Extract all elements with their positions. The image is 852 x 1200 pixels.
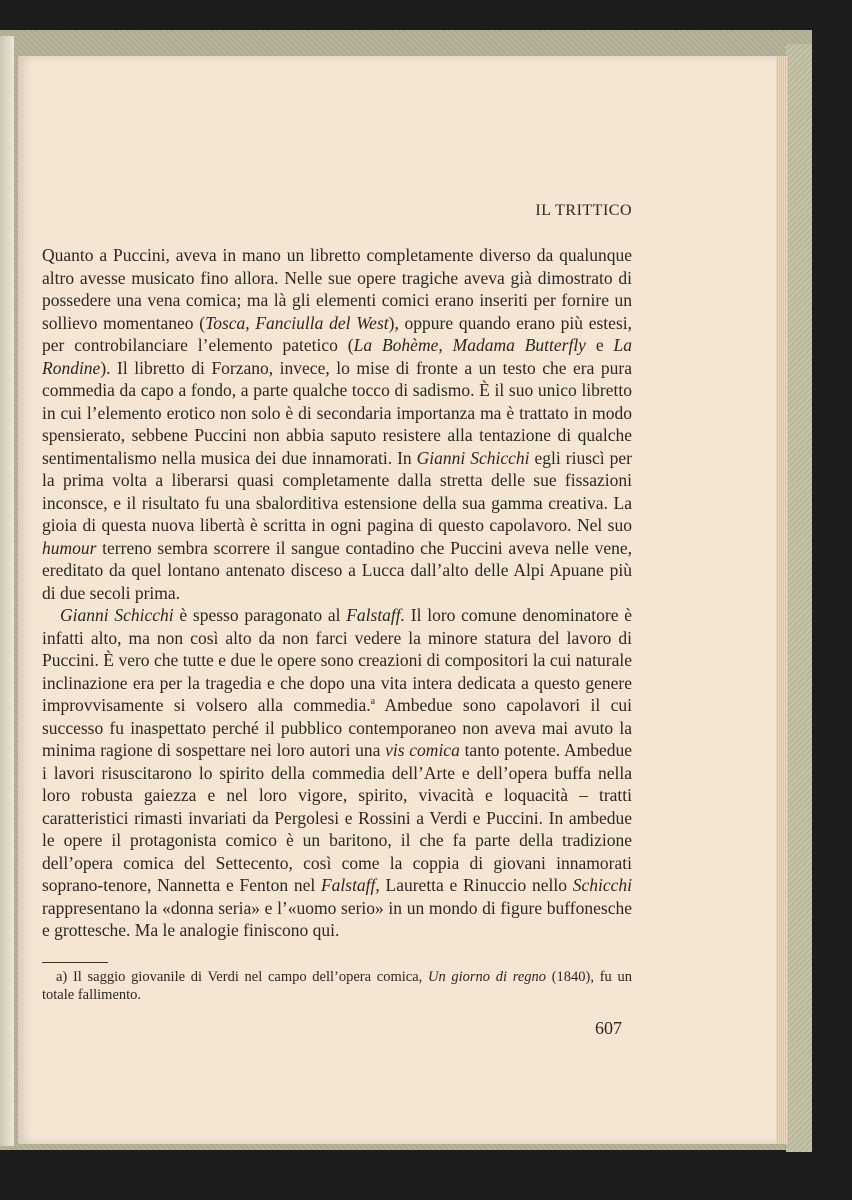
footnote-rule (42, 962, 108, 963)
page-number: 607 (595, 1018, 622, 1038)
italic-title: Schicchi (572, 875, 632, 895)
body-text (42, 244, 632, 942)
text-run: e (585, 335, 614, 355)
text-run: Ambedue sono capolavori il cui successo fu inaspettato perché il pubblico contemporaneo non aveva mai avuto la minima ragione di sospettare nei loro autori una (42, 695, 632, 760)
paragraph-2 (42, 604, 632, 942)
italic-title: Gianni Schicchi (416, 447, 530, 468)
text-run: rappresentano la «donna seria» e l’«uomo serio» in un mondo di figure buffonesche e grottesche. Ma le analogie finiscono qui. (42, 897, 632, 940)
italic-title: Tosca, Fanciulla del West (205, 312, 389, 333)
left-page-edge (0, 36, 14, 1146)
italic-title: Falstaff, (320, 875, 380, 895)
page-stack-edge (776, 56, 788, 1144)
text-run: terreno sembra scorrere il sangue contadino che Puccini aveva nelle vene, ereditato da quel lontano antenato disceso a Lucca dall’alto delle Alpi Apuane più di due secoli prima. (42, 537, 632, 603)
italic-phrase: vis comica (385, 740, 460, 760)
running-head: IL TRITTICO (535, 202, 632, 219)
text-run: Il loro comune denominatore è infatti alto, ma non così alto da non farci vedere la minore statura del lavoro di Puccini. È vero che tutte e due le opere sono creazioni di compositori la cui naturale inclinazione era per la tragedia e che dopo una vita intera dedicata a questo genere improvvisamente si volsero alla commedia. (42, 605, 633, 715)
footnote-marker[interactable]: a (370, 696, 376, 708)
text-run: (1840), fu un totale fallimento. (42, 969, 632, 1003)
italic-title: La Bohème, Madama Butterfly (353, 335, 586, 355)
text-run: Lauretta e Rinuccio nello (379, 875, 573, 895)
text-run: tanto potente. Ambedue i lavori risuscitarono lo spirito della commedia dell’Arte e dell’opera buffa nella loro robusta gaiezza e nel loro vigore, spirito, vivacità e loquacità – tratti caratteristici rimasti invariati da Pergolesi e Rossini a Verdi e Puccini. In ambedue le opere il protagonista comico è un baritono, il che fa parte della tradizione dell’opera comica del Settecento, così come la coppia di giovani innamorati soprano-tenore, Nannetta e Fenton nel (42, 740, 632, 895)
text-run: egli riuscì per la prima volta a liberarsi quasi completamente dalla stretta delle sue fissazioni inconsce, e il risultato fu una sbalorditiva estensione della sua gamma creativa. La gioia di questa nuova libertà è scritta in ogni pagina di questo capolavoro. Nel suo (42, 447, 632, 535)
italic-title: La Rondine (42, 335, 632, 378)
footnote (42, 968, 632, 1004)
text-run: ). Il libretto di Forzano, invece, lo mise di fronte a un testo che era pura commedia da capo a fondo, a parte qualche tocco di sadismo. È il suo unico libretto in cui l’elemento erotico non solo è di secondaria importanza ma è trattato in modo spensierato, sebbene Puccini non abbia saputo resistere alla tentazione di qualche sentimentalismo nella musica dei due innamorati. In (42, 357, 632, 468)
paragraph-1 (42, 244, 632, 604)
text-run: ), oppure quando erano più estesi, per controbilanciare l’elemento patetico ( (42, 312, 632, 355)
italic-title: Falstaff. (346, 605, 406, 625)
italic-title: Gianni Schicchi (60, 605, 174, 625)
text-run: Il saggio giovanile di Verdi nel campo dell’opera comica, (67, 969, 428, 985)
text-run: è spesso paragonato al (173, 605, 347, 625)
text-run: Quanto a Puccini, aveva in mano un libretto completamente diverso da qualunque altro avesse musicato fino allora. Nelle sue opere tragiche aveva già dimostrato di possedere una vena comica; ma là gli elementi comici erano inseriti per fornire un sollievo momentaneo ( (42, 245, 632, 333)
italic-title: Un giorno di regno (427, 969, 547, 985)
cover-edge (786, 44, 812, 1152)
italic-word: humour (42, 537, 97, 558)
footnote-label: a) (56, 969, 68, 985)
